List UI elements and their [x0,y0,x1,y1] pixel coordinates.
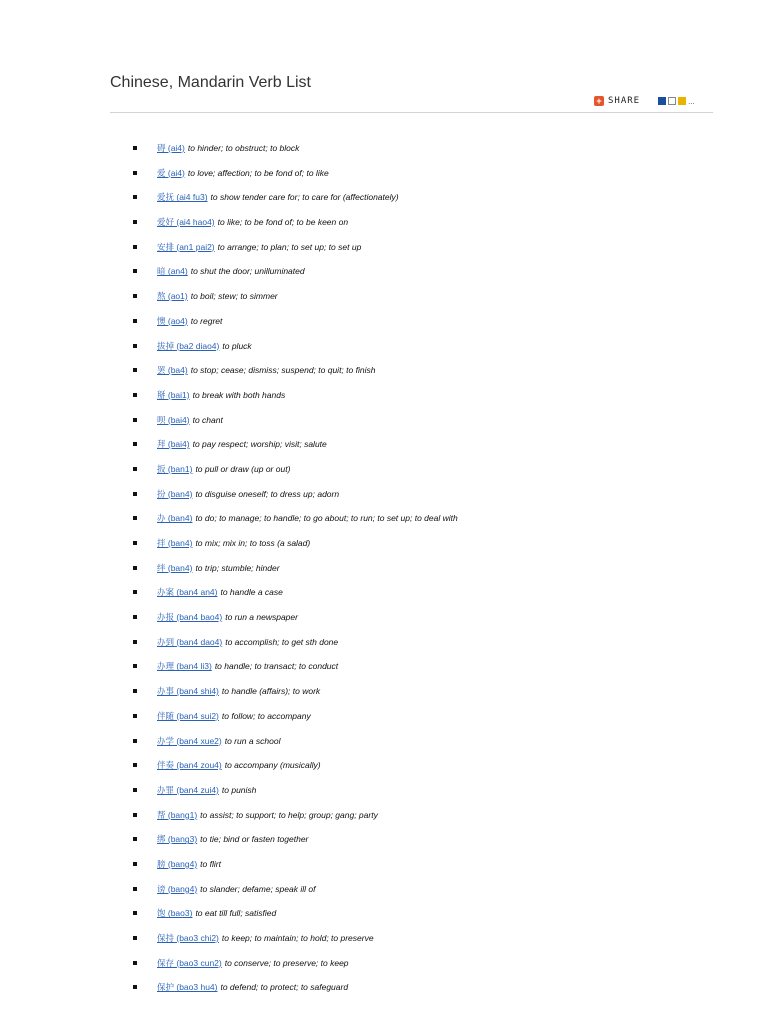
bullet-icon [133,171,137,175]
verb-link[interactable]: 饱 (bao3) [157,908,193,919]
verb-link[interactable]: 拔掉 (ba2 diao4) [157,340,220,351]
verb-link[interactable]: 拜 (bai4) [157,439,190,450]
bullet-icon [133,467,137,471]
bullet-icon [133,220,137,224]
bullet-icon [133,393,137,397]
verb-link[interactable]: 碍 (ai4) [157,143,185,153]
verb-link[interactable]: 拌 (ban4) [157,538,193,548]
verb-entry [157,286,278,306]
page-title: Chinese, Mandarin Verb List [110,74,311,91]
verb-definition: to arrange; to plan; to set up; to set up [217,241,362,252]
verb-link[interactable]: 保护 (bao3 hu4) [157,982,218,993]
verb-entry [157,854,221,874]
verb-link[interactable]: 绑 (bang3) [157,834,198,845]
verb-entry [157,360,375,380]
verb-link[interactable]: 绊 (ban4) [157,562,193,573]
share-label: SHARE [608,96,641,106]
verb-definition: to accomplish; to get sth done [225,636,339,647]
verb-definition: to mix; mix in; to toss (a salad) [195,538,311,548]
verb-link[interactable]: 伴奏 (ban4 zou4) [157,760,222,771]
verb-definition: to run a school [224,735,281,746]
bullet-icon [133,887,137,891]
verb-entry [157,558,280,578]
verb-entry [157,607,298,627]
verb-definition: to pluck [222,340,252,351]
bullet-icon [133,319,137,323]
bullet-icon [133,689,137,693]
bullet-icon [133,985,137,989]
verb-entry [157,187,399,207]
bullet-icon [133,195,137,199]
verb-entry [157,138,299,158]
verb-definition: to disguise oneself; to dress up; adorn [195,488,340,499]
verb-link[interactable]: 保持 (bao3 chi2) [157,933,219,943]
verb-link[interactable]: 罢 (ba4) [157,365,188,376]
bullet-icon [133,739,137,743]
verb-link[interactable]: 办 (ban4) [157,513,193,524]
verb-link[interactable]: 办事 (ban4 shi4) [157,686,219,697]
verb-definition: to trip; stumble; hinder [195,562,280,573]
verb-entry [157,805,378,825]
verb-definition: to punish [221,784,257,795]
bullet-icon [133,418,137,422]
verb-definition: to run a newspaper [225,612,298,623]
bullet-icon [133,936,137,940]
bullet-icon [133,837,137,841]
verb-entry [157,903,276,923]
verb-link[interactable]: 爱好 (ai4 hao4) [157,217,215,228]
verb-definition: to pay respect; worship; visit; salute [192,439,327,450]
verb-link[interactable]: 保存 (bao3 cun2) [157,957,222,968]
verb-entry [157,459,290,479]
verb-entry [157,582,283,602]
verb-entry [157,163,329,183]
verb-definition: to pull or draw (up or out) [195,463,291,474]
verb-entry [157,484,339,504]
verb-entry [157,656,338,676]
more-share-link[interactable]: ... [688,96,695,106]
verb-entry [157,632,338,652]
bullet-icon [133,146,137,150]
verb-definition: to boil; stew; to simmer [190,291,278,302]
bullet-icon [133,664,137,668]
bullet-icon [133,541,137,545]
verb-definition: to keep; to maintain; to hold; to preserve [221,933,374,943]
verb-link[interactable]: 熬 (ao1) [157,291,188,302]
bullet-icon [133,368,137,372]
verb-entry [157,385,285,405]
title-divider [110,112,713,113]
verb-definition: to like; to be fond of; to be keen on [217,217,349,228]
verb-link[interactable]: 办学 (ban4 xue2) [157,735,222,746]
verb-definition: to stop; cease; dismiss; suspend; to quit; to finish [190,365,376,376]
verb-definition: to hinder; to obstruct; to block [187,143,300,153]
verb-link[interactable]: 扮 (ban4) [157,488,193,499]
verb-entry [157,508,458,528]
delicious-icon[interactable] [658,97,666,105]
verb-link[interactable]: 暗 (an4) [157,266,188,277]
verb-definition: to slander; defame; speak ill of [200,883,316,894]
verb-link[interactable]: 办理 (ban4 li3) [157,661,212,672]
bullet-icon [133,714,137,718]
verb-link[interactable]: 办罪 (ban4 zui4) [157,784,219,795]
share-button[interactable] [594,96,640,106]
bullet-icon [133,763,137,767]
bullet-icon [133,566,137,570]
verb-definition: to flirt [200,858,221,869]
verb-definition: to conserve; to preserve; to keep [224,957,349,968]
bookmark-icon[interactable] [678,97,686,105]
verb-link[interactable]: 膀 (bang4) [157,858,198,869]
verb-link[interactable]: 呗 (bai4) [157,414,190,425]
bullet-icon [133,961,137,965]
bullet-icon [133,788,137,792]
verb-definition: to tie; bind or fasten together [200,834,309,845]
bullet-icon [133,344,137,348]
verb-link[interactable]: 办报 (ban4 bao4) [157,612,223,623]
verb-definition: to regret [190,315,223,326]
verb-definition: to eat till full; satisfied [195,908,277,919]
bullet-icon [133,269,137,273]
bullet-icon [133,294,137,298]
verb-link[interactable]: 谤 (bang4) [157,883,198,894]
bullet-icon [133,245,137,249]
verb-entry [157,681,320,701]
verb-entry [157,311,222,331]
verb-entry [157,261,305,281]
verb-entry [157,977,348,997]
verb-entry [157,755,321,775]
verb-link[interactable]: 掰 (bai1) [157,389,190,400]
bullet-icon [133,516,137,520]
verb-entry [157,928,374,948]
bullet-icon [133,590,137,594]
verb-entry [157,336,252,356]
verb-entry [157,533,310,553]
verb-definition: to do; to manage; to handle; to go about; to run; to set up; to deal with [195,513,458,524]
verb-link[interactable]: 爱 (ai4) [157,167,185,178]
verb-definition: to defend; to protect; to safeguard [220,982,349,993]
verb-entry [157,434,327,454]
plus-icon: + [594,96,604,106]
social-icons [658,97,695,106]
verb-entry [157,410,223,430]
verb-entry [157,780,256,800]
verb-link[interactable]: 懊 (ao4) [157,315,188,326]
verb-link[interactable]: 安排 (an1 pai2) [157,241,215,252]
verb-link[interactable]: 伴随 (ban4 sui2) [157,710,219,721]
verb-definition: to break with both hands [192,389,286,400]
digg-icon[interactable] [668,97,676,105]
bullet-icon [133,640,137,644]
share-bar [594,94,695,108]
verb-definition: to chant [192,414,223,425]
bullet-icon [133,442,137,446]
verb-definition: to shut the door; unilluminated [190,266,305,277]
verb-definition: to handle a case [220,587,283,598]
bullet-icon [133,615,137,619]
verb-definition: to assist; to support; to help; group; gang; party [200,809,378,820]
verb-definition: to follow; to accompany [221,710,311,721]
verb-link[interactable]: 帮 (bang1) [157,809,198,820]
verb-entry [157,829,308,849]
bullet-icon [133,492,137,496]
verb-entry [157,212,348,232]
verb-entry [157,731,281,751]
bullet-icon [133,911,137,915]
verb-definition: to love; affection; to be fond of; to like [187,167,329,178]
verb-entry [157,879,315,899]
verb-entry [157,706,311,726]
verb-link[interactable]: 扳 (ban1) [157,463,193,474]
verb-link[interactable]: 办到 (ban4 dao4) [157,636,223,647]
verb-entry [157,237,361,257]
verb-definition: to handle (affairs); to work [221,686,321,697]
verb-entry [157,953,349,973]
verb-link[interactable]: 爱抚 (ai4 fu3) [157,192,208,203]
verb-definition: to accompany (musically) [224,760,321,771]
bullet-icon [133,862,137,866]
verb-link[interactable]: 办案 (ban4 an4) [157,587,218,598]
verb-definition: to show tender care for; to care for (affectionately) [210,192,399,203]
verb-definition: to handle; to transact; to conduct [214,661,339,672]
bullet-icon [133,813,137,817]
